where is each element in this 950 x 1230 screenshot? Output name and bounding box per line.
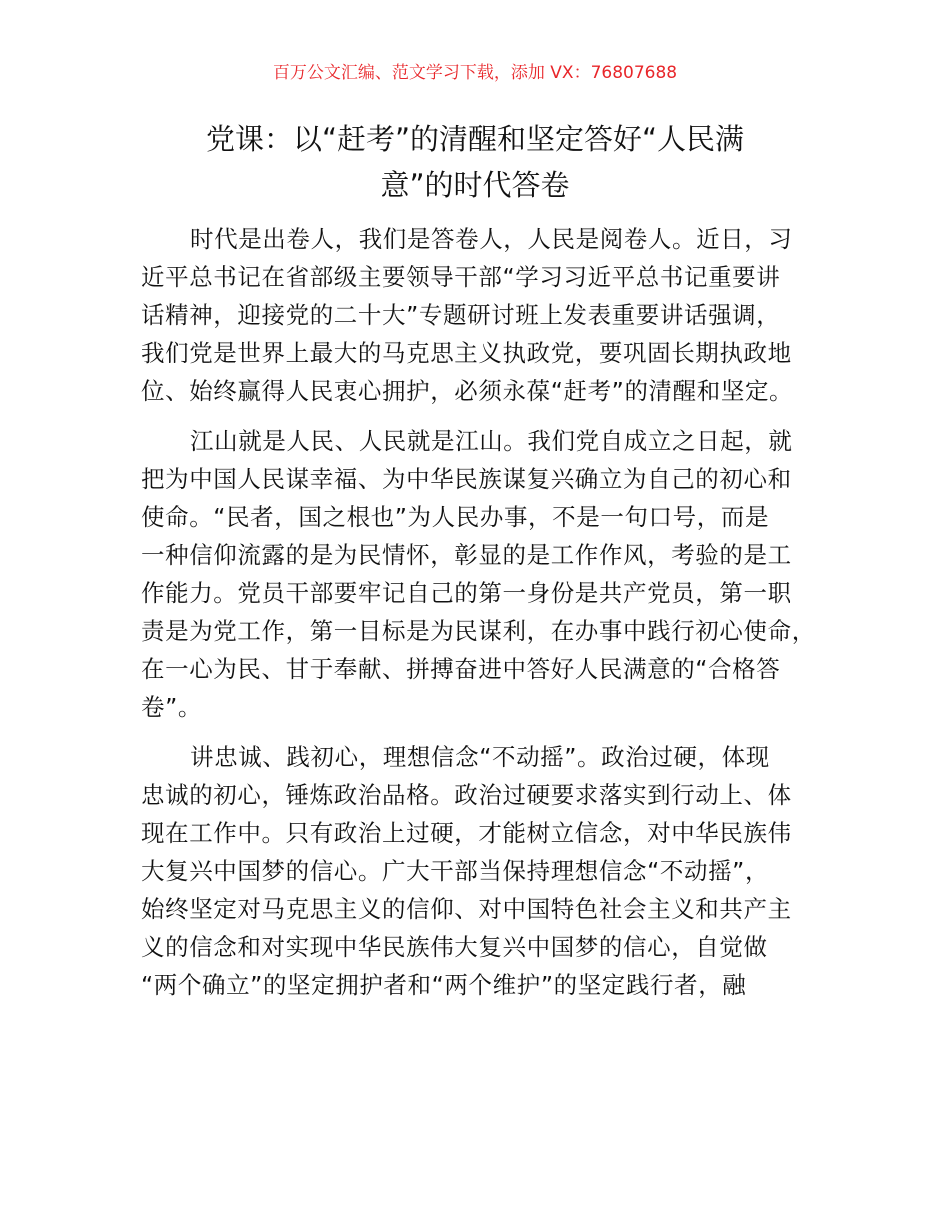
paragraph-line: 忠诚的初心，锤炼政治品格。政治过硬要求落实到行动上、体 — [141, 781, 792, 809]
paragraph-line: 近平总书记在省部级主要领导干部“学习习近平总书记重要讲 — [141, 263, 781, 291]
paragraph-line: 讲忠诚、践初心，理想信念“不动摇”。政治过硬，体现 — [190, 743, 770, 771]
paragraph-line: 把为中国人民谋幸福、为中华民族谋复兴确立为自己的初心和 — [141, 465, 792, 493]
paragraph-line: 位、始终赢得人民衷心拥护，必须永葆“赶考”的清醒和坚定。 — [141, 377, 794, 405]
document-title — [0, 116, 950, 208]
paragraph-line: 卷”。 — [141, 693, 202, 721]
paragraph-line: 时代是出卷人，我们是答卷人，人民是阅卷人。近日，习 — [190, 225, 793, 253]
paragraph-line: 话精神，迎接党的二十大”专题研讨班上发表重要讲话强调， — [141, 301, 781, 329]
paragraph-line: 在一心为民、甘于奉献、拼搏奋进中答好人民满意的“合格答 — [141, 655, 781, 683]
paragraph-line: 始终坚定对马克思主义的信仰、对中国特色社会主义和共产主 — [141, 895, 792, 923]
title-line: 党课：以“赶考”的清醒和坚定答好“人民满 — [205, 122, 745, 156]
watermark-header: 百万公文汇编、范文学习下载，添加 VX：76807688 — [272, 63, 678, 83]
paragraph-line: “两个确立”的坚定拥护者和“两个维护”的坚定践行者，融 — [141, 971, 747, 999]
paragraph-line: 我们党是世界上最大的马克思主义执政党，要巩固长期执政地 — [141, 339, 792, 367]
paragraph-line: 大复兴中国梦的信心。广大干部当保持理想信念“不动摇”， — [141, 857, 770, 885]
paragraph-line: 责是为党工作，第一目标是为民谋利，在办事中践行初心使命， — [141, 617, 816, 645]
paragraph — [141, 220, 841, 410]
paragraph-line: 江山就是人民、人民就是江山。我们党自成立之日起，就 — [190, 427, 793, 455]
paragraph-line: 义的信念和对实现中华民族伟大复兴中国梦的信心，自觉做 — [141, 933, 768, 961]
paragraph — [141, 738, 841, 1004]
paragraph-line: 作能力。党员干部要牢记自己的第一身份是共产党员，第一职 — [141, 579, 792, 607]
title-line: 意”的时代答卷 — [380, 168, 570, 202]
paragraph-line: 现在工作中。只有政治上过硬，才能树立信念，对中华民族伟 — [141, 819, 792, 847]
paragraph — [141, 422, 841, 726]
paragraph-line: 一种信仰流露的是为民情怀，彰显的是工作作风，考验的是工 — [141, 541, 792, 569]
paragraph-line: 使命。“民者，国之根也”为人民办事，不是一句口号，而是 — [141, 503, 770, 531]
document-body — [141, 220, 841, 1016]
